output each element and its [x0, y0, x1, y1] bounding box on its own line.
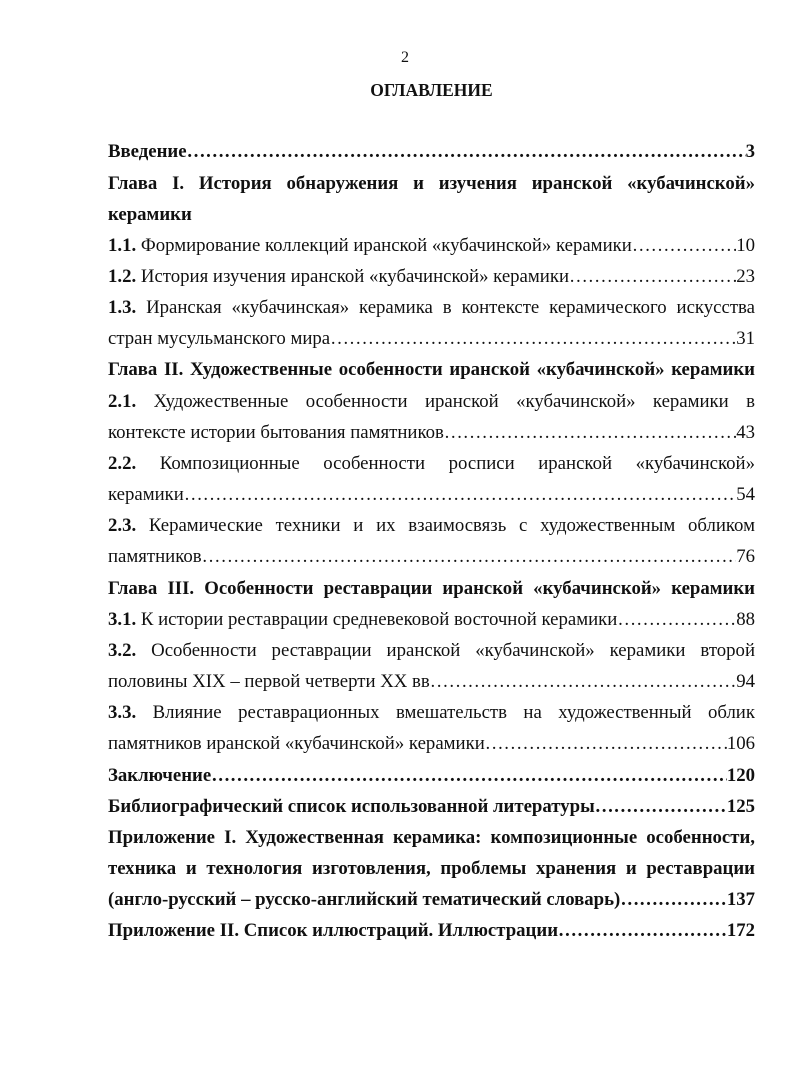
- toc-line: [108, 884, 755, 915]
- toc-entry-appendix-2: [108, 915, 755, 946]
- table-of-contents: [108, 136, 755, 946]
- toc-line: [108, 604, 755, 635]
- toc-page-number: 106: [726, 733, 755, 755]
- toc-page-number: 120: [726, 764, 755, 786]
- section-number: 1.2.: [108, 266, 137, 288]
- section-number: 1.3.: [108, 297, 137, 319]
- dot-leader: [595, 791, 727, 822]
- toc-line: [108, 541, 755, 572]
- toc-entry-chapter-1: [108, 168, 755, 230]
- toc-entry-section-1-3: [108, 292, 755, 354]
- section-title-continued: памятников: [108, 546, 202, 568]
- toc-entry-title: [108, 261, 569, 292]
- toc-entry-title: [108, 230, 632, 261]
- toc-line: [108, 635, 755, 666]
- toc-line: техника и технология изготовления, проблемы хранения и реставрации: [108, 857, 755, 879]
- page-number: 2: [401, 49, 409, 66]
- toc-entry-section-3-2: [108, 635, 755, 697]
- section-title-continued: стран мусульманского мира: [108, 328, 331, 350]
- section-title: Формирование коллекций иранской «кубачинской» керамики: [140, 234, 632, 256]
- section-title: История изучения иранской «кубачинской» керамики: [140, 266, 569, 288]
- toc-line: Приложение I. Художественная керамика: композиционные особенности,: [108, 826, 755, 848]
- toc-page-number: 88: [736, 608, 755, 630]
- toc-line: [108, 760, 755, 791]
- section-number: 3.1.: [108, 608, 137, 630]
- section-number: 1.1.: [108, 234, 137, 256]
- toc-entry-section-2-1: [108, 386, 755, 448]
- dot-leader: [184, 479, 736, 510]
- toc-entry-title: Введение: [108, 141, 187, 163]
- toc-line: керамики: [108, 203, 192, 225]
- toc-page-number: 23: [736, 266, 755, 288]
- toc-line: [108, 697, 755, 728]
- toc-entry-appendix-1: [108, 822, 755, 915]
- toc-line: [108, 292, 755, 323]
- section-title: Влияние реставрационных вмешательств на художественный облик: [152, 702, 755, 724]
- section-title: Художественные особенности иранской «кубачинской» керамики в: [153, 390, 755, 412]
- toc-page-number: 125: [726, 795, 755, 817]
- toc-line: Глава II. Художественные особенности иранской «кубачинской» керамики: [108, 359, 755, 381]
- toc-line: [108, 323, 755, 354]
- toc-line: [108, 230, 755, 261]
- toc-entry-section-2-2: [108, 448, 755, 510]
- toc-line: Глава I. История обнаружения и изучения иранской «кубачинской»: [108, 172, 755, 194]
- section-title-continued: памятников иранской «кубачинской» керамики: [108, 733, 485, 755]
- toc-entry-introduction: [108, 136, 755, 167]
- dot-leader: [444, 417, 736, 448]
- toc-line: [108, 448, 755, 479]
- toc-entry-section-3-1: [108, 604, 755, 635]
- toc-entry-chapter-2: [108, 354, 755, 385]
- toc-entry-title: Библиографический список использованной литературы: [108, 795, 595, 817]
- dot-leader: [187, 136, 746, 167]
- toc-entry-section-3-3: [108, 697, 755, 759]
- toc-line: [108, 728, 755, 759]
- toc-line: [108, 791, 755, 822]
- toc-line: [108, 666, 755, 697]
- toc-page-number: 31: [736, 328, 755, 350]
- section-title-continued: керамики: [108, 484, 184, 506]
- toc-line: [108, 136, 755, 167]
- toc-entry-bibliography: [108, 791, 755, 822]
- toc-line: [108, 417, 755, 448]
- toc-entry-title: Приложение II. Список иллюстраций. Иллюстрации: [108, 920, 559, 942]
- dot-leader: [620, 884, 727, 915]
- toc-page-number: 54: [736, 484, 755, 506]
- dot-leader: [632, 230, 736, 261]
- dot-leader: [569, 261, 736, 292]
- section-number: 3.3.: [108, 702, 137, 724]
- section-number: 2.1.: [108, 390, 137, 412]
- section-title: Композиционные особенности росписи иранской «кубачинской»: [159, 452, 755, 474]
- section-title: К истории реставрации средневековой восточной керамики: [140, 608, 618, 630]
- toc-entry-conclusion: [108, 760, 755, 791]
- toc-page-number: 10: [736, 234, 755, 256]
- toc-line: [108, 386, 755, 417]
- toc-page-number: 172: [726, 920, 755, 942]
- section-title: Иранская «кубачинская» керамика в контексте керамического искусства: [146, 297, 755, 319]
- toc-entry-title: Заключение: [108, 764, 212, 786]
- section-title: Особенности реставрации иранской «кубачинской» керамики второй: [151, 639, 755, 661]
- toc-page-number: 43: [736, 421, 755, 443]
- toc-page-number: 94: [736, 671, 755, 693]
- toc-line: [108, 479, 755, 510]
- dot-leader: [617, 604, 736, 635]
- toc-entry-title: [108, 604, 617, 635]
- toc-line: [108, 510, 755, 541]
- toc-line: [108, 915, 755, 946]
- toc-line: Глава III. Особенности реставрации иранской «кубачинской» керамики: [108, 577, 755, 599]
- toc-entry-section-1-1: [108, 230, 755, 261]
- section-title-continued: контексте истории бытования памятников: [108, 421, 444, 443]
- toc-page-number: 76: [736, 546, 755, 568]
- dot-leader: [211, 760, 727, 791]
- toc-entry-title-continued: (англо-русский – русско-английский тематический словарь): [108, 889, 621, 911]
- dot-leader: [330, 323, 736, 354]
- toc-entry-chapter-3: [108, 573, 755, 604]
- toc-page-number: 3: [745, 141, 755, 163]
- toc-entry-section-2-3: [108, 510, 755, 572]
- dot-leader: [202, 541, 737, 572]
- section-title: Керамические техники и их взаимосвязь с художественным обликом: [148, 515, 755, 537]
- section-number: 2.3.: [108, 515, 137, 537]
- dot-leader: [430, 666, 736, 697]
- section-number: 3.2.: [108, 639, 137, 661]
- toc-page-number: 137: [726, 889, 755, 911]
- toc-entry-section-1-2: [108, 261, 755, 292]
- section-number: 2.2.: [108, 452, 137, 474]
- dot-leader: [485, 728, 727, 759]
- dot-leader: [558, 915, 727, 946]
- section-title-continued: половины XIX – первой четверти XX вв: [108, 671, 430, 693]
- page-title: ОГЛАВЛЕНИЕ: [370, 80, 493, 100]
- toc-line: [108, 261, 755, 292]
